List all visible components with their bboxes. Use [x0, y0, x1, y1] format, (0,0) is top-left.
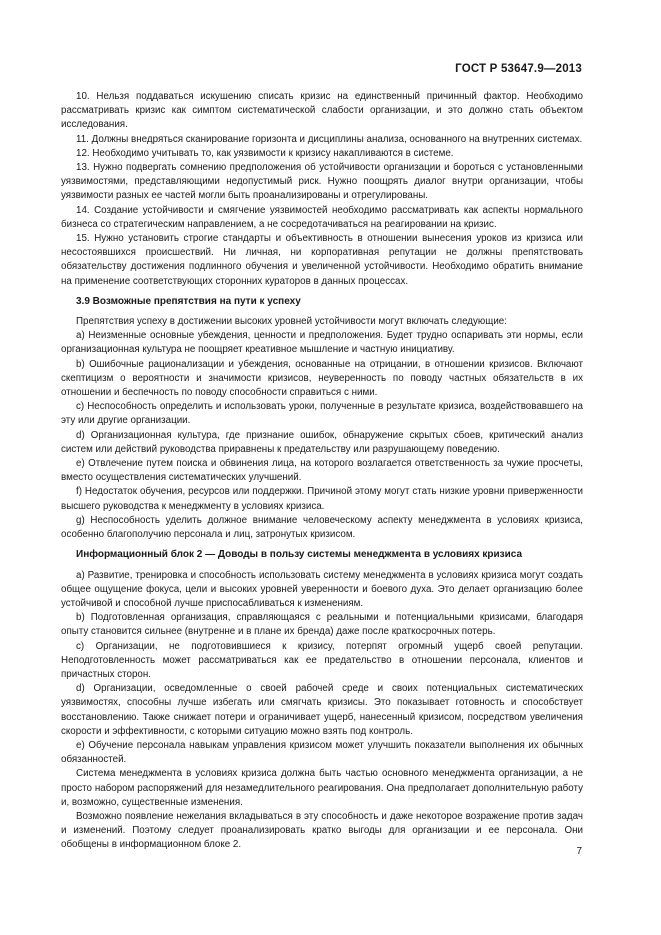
list-item: f) Недостаток обучения, ресурсов или поддержки. Причиной этому могут стать низкие уровни приверженности высшего руководства к менеджменту в условиях кризиса. — [61, 486, 583, 512]
paragraph: 15. Нужно установить строгие стандарты и объективность в отношении вынесения уроков из кризиса или несостоявшихся происшествий. Ни личная, ни корпоративная репутации не должны препятствовать обязательству достижения подлинного обучения и увеличенной устойчивости. Необходимо обратить внимание на применение соответствующих сторонних кураторов в данных процессах. — [61, 233, 583, 287]
list-item: d) Организационная культура, где признание ошибок, обнаружение скрытых сбоев, критический анализ систем или действий руководства приравнены к предательству или разрушающему поведению. — [61, 429, 583, 455]
paragraph: 12. Необходимо учитывать то, как уязвимости к кризису накапливаются в системе. — [76, 147, 454, 159]
document-id: ГОСТ Р 53647.9—2013 — [455, 63, 582, 75]
paragraph: 10. Нельзя поддаваться искушению списать кризис на единственный причинный фактор. Необходимо рассматривать кризис как симптом систематической слабости организации, и это должно стать объектом исследования. — [61, 91, 583, 131]
list-item: a) Развитие, тренировка и способность использовать систему менеджмента в условиях кризиса могут создать общее ощущение фокуса, цели и высоких уровней уверенности и боевого духа. Это делает организацию более устойчивой и способной лучше приспосабливаться к изменениям. — [61, 569, 583, 609]
list-item: c) Организации, не подготовившиеся к кризису, потерпят огромный ущерб своей репутации. Неподготовленность может рассматриваться как ее предательство в отношении персонала, клиентов и причастных сторон. — [61, 640, 583, 680]
page-number: 7 — [576, 846, 582, 857]
page-body — [61, 90, 583, 853]
paragraph: Возможно появление нежелания вкладываться в эту способность и даже некоторое возражение против задач и изменений. Поэтому следует проанализировать кратко выгоды для организации и ее персонала. Они обобщены в информационном блоке 2. — [61, 810, 583, 851]
paragraph: 11. Должны внедряться сканирование горизонта и дисциплины анализа, основанного на внутренних системах. — [76, 133, 583, 145]
list-item: b) Подготовленная организация, справляющаяся с реальными и потенциальными кризисами, благодаря опыту становится сильнее (внутренне и в плане их бренда) даже после краткосрочных потерь. — [61, 612, 583, 638]
list-item: e) Отвлечение путем поиска и обвинения лица, на которого возлагается ответственность за чужие просчеты, вместо осуществления систематических улучшений. — [61, 458, 583, 484]
paragraph: 13. Нужно подвергать сомнению предположения об устойчивости организации и бороться с установленными уязвимостями, представляющими недопустимый риск. Нужно поощрять диалог внутри организации, чтобы уязвимости разных ее частей могли быть проанализированы и отрегулированы. — [61, 162, 583, 202]
paragraph: Препятствия успеху в достижении высоких уровней устойчивости могут включать следующие: — [76, 316, 507, 328]
list-item: d) Организации, осведомленные о своей рабочей среде и своих потенциальных систематических уязвимостях, способны лучше избегать или смягчать кризисы. Это показывает готовность и способствует восстановлению. Также снижает потери и ограничивает ущерб, нанесенный кризисом, посредством увеличения скорости и эффективности, с которыми ситуацию можно взять под контроль. — [61, 683, 583, 737]
section-heading: 3.9 Возможные препятствия на пути к успеху — [76, 295, 301, 307]
paragraph: 14. Создание устойчивости и смягчение уязвимостей необходимо рассматривать как аспекты нормального бизнеса со стратегическим направлением, а не сосредотачиваться на реагировании на кризис. — [61, 204, 583, 230]
list-item: c) Неспособность определить и использовать уроки, полученные в результате кризиса, воздействовавшего на эту или другие организации. — [61, 401, 583, 427]
list-item: a) Неизменные основные убеждения, ценности и предположения. Будет трудно оспаривать эти нормы, если организационная культура не поощряет креативное мышление и частную инициативу. — [61, 330, 583, 356]
info-block-heading: Информационный блок 2 — Доводы в пользу системы менеджмента в условиях кризиса — [76, 549, 523, 561]
list-item: b) Ошибочные рационализации и убеждения, основанные на отрицании, в отношении кризисов. Включают скептицизм о вероятности и значимости кризисов, неуверенность по поводу частных обязательств в их отношении и беспечность по поводу способности справиться с ними. — [61, 358, 583, 399]
list-item: g) Неспособность уделить должное внимание человеческому аспекту менеджмента в условиях кризиса, особенно благополучию персонала и лиц, затронутых кризисом. — [61, 514, 583, 541]
paragraph: Система менеджмента в условиях кризиса должна быть частью основного менеджмента организации, а не просто набором распоряжений для незамедлительного реагирования. Она предполагает дополнительную работу и, возможно, существенные изменения. — [61, 768, 583, 808]
list-item: e) Обучение персонала навыкам управления кризисом может улучшить показатели выполнения их обычных обязанностей. — [61, 739, 583, 766]
